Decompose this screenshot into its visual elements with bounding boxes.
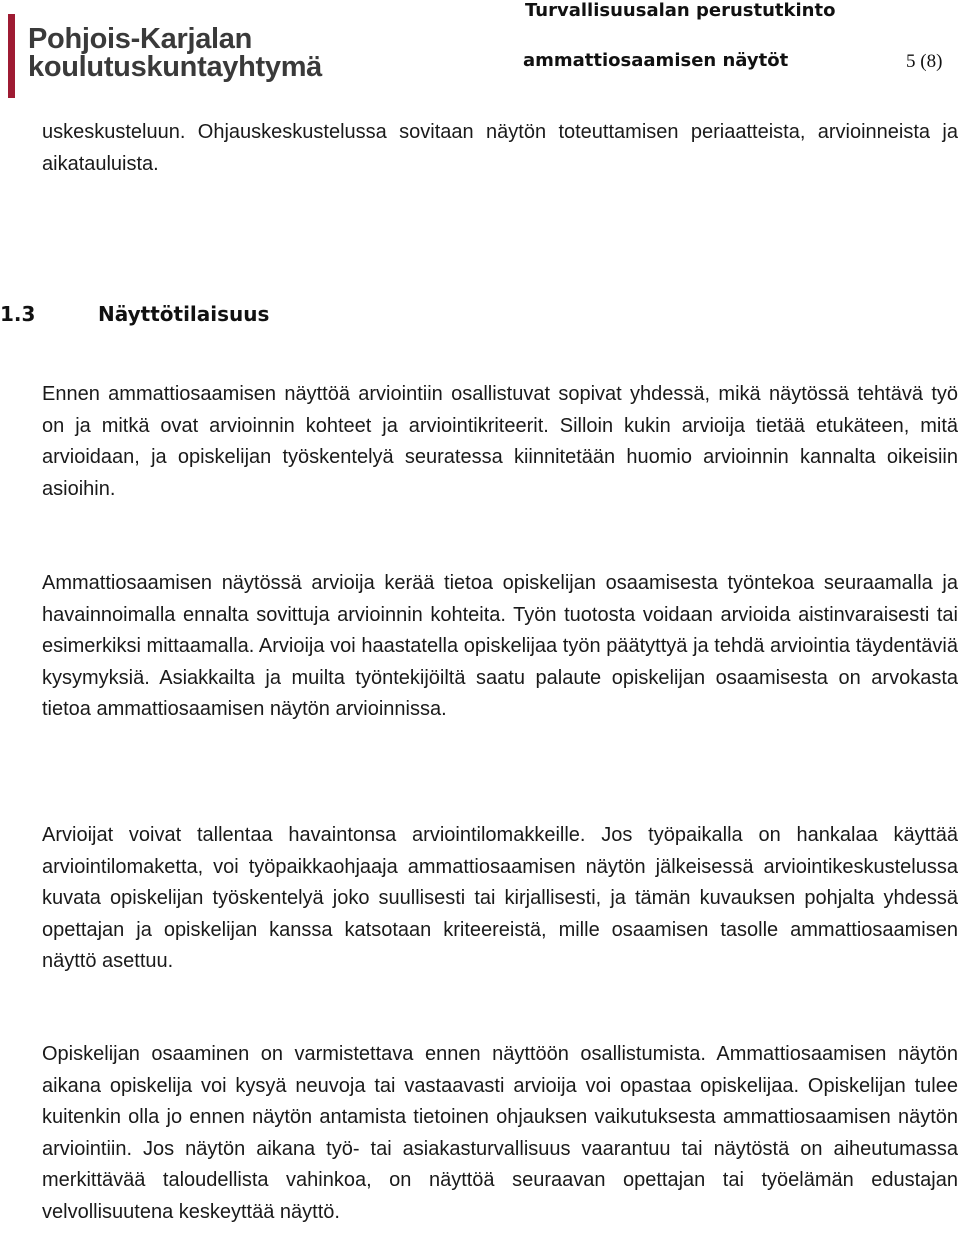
section-number: 1.3 — [0, 302, 36, 326]
intro-paragraph: uskeskusteluun. Ohjauskeskustelussa sovitaan näytön toteuttamisen periaatteista, arvioinneista ja aikatauluista. — [42, 121, 958, 175]
section-heading — [0, 302, 269, 326]
page-header — [0, 0, 960, 100]
paragraph-3: Arvioijat voivat tallentaa havaintonsa arviointilomakkeille. Jos työpaikalla on hankalaa käyttää arviointilomaketta, voi työpaikkaohjaaja ammattiosaamisen näytön jälkeisessä arviointikeskustelussa kuvata opiskelijan työskentelyä joko suullisesti tai kirjallisesti, ja tämän kuvauksen pohjalta yhdessä opettajan ja opiskelijan kanssa katsotaan kriteereistä, mille osaamisen tasolle ammattiosaamisen näyttö asettuu. — [42, 824, 958, 972]
paragraph-1: Ennen ammattiosaamisen näyttöä arviointiin osallistuvat sopivat yhdessä, mikä näytössä tehtävä työ on ja mitkä ovat arvioinnin kohteet ja arviointikriteerit. Silloin kukin arvioija tietää etukäteen, mitä arvioidaan, ja opiskelijan työskentelyä seuratessa kiinnitetään huomio arvioinnin kannalta oikeisiin asioihin. — [42, 383, 958, 500]
paragraph-4: Opiskelijan osaaminen on varmistettava ennen näyttöön osallistumista. Ammattiosaamisen näytön aikana opiskelija voi kysyä neuvoja tai vastaavasti arvioija voi opastaa opiskelijaa. Opiskelijan tulee kuitenkin olla jo ennen näytön antamista tietoinen ohjauksen vaikutuksesta ammattiosaamisen näytön arviointiin. Jos näytön aikana työ- tai asiakasturvallisuus vaarantuu tai näytöstä on aiheutumassa merkittävää taloudellista vahinkoa, on näyttöä seuraavan opettajan tai työelämän edustajan velvollisuutena keskeyttää näyttö. — [42, 1043, 958, 1223]
section-title: Näyttötilaisuus — [98, 302, 270, 326]
page-number: 5 (8) — [906, 51, 943, 72]
paragraph-2: Ammattiosaamisen näytössä arvioija kerää tietoa opiskelijan osaamisesta työntekoa seuraamalla ja havainnoimalla ennalta sovittuja arvioinnin kohteita. Työn tuotosta voidaan arvioida aistinvaraisesti tai esimerkiksi mittaamalla. Arvioija voi haastatella opiskelijaa työn päätyttyä ja tehdä arviointia täydentäviä kysymyksiä. Asiakkailta ja muilta työntekijöiltä saatu palaute opiskelijan osaamisesta on arvokasta tietoa ammattiosaamisen näytön arvioinnissa. — [42, 572, 958, 720]
org-name-line2: koulutuskuntayhtymä — [28, 51, 323, 83]
logo-bar — [8, 14, 15, 98]
org-name-line1: Pohjois-Karjalan — [28, 23, 253, 55]
document-title: Turvallisuusalan perustutkinto — [525, 0, 836, 21]
document-subtitle: ammattiosaamisen näytöt — [523, 50, 789, 71]
